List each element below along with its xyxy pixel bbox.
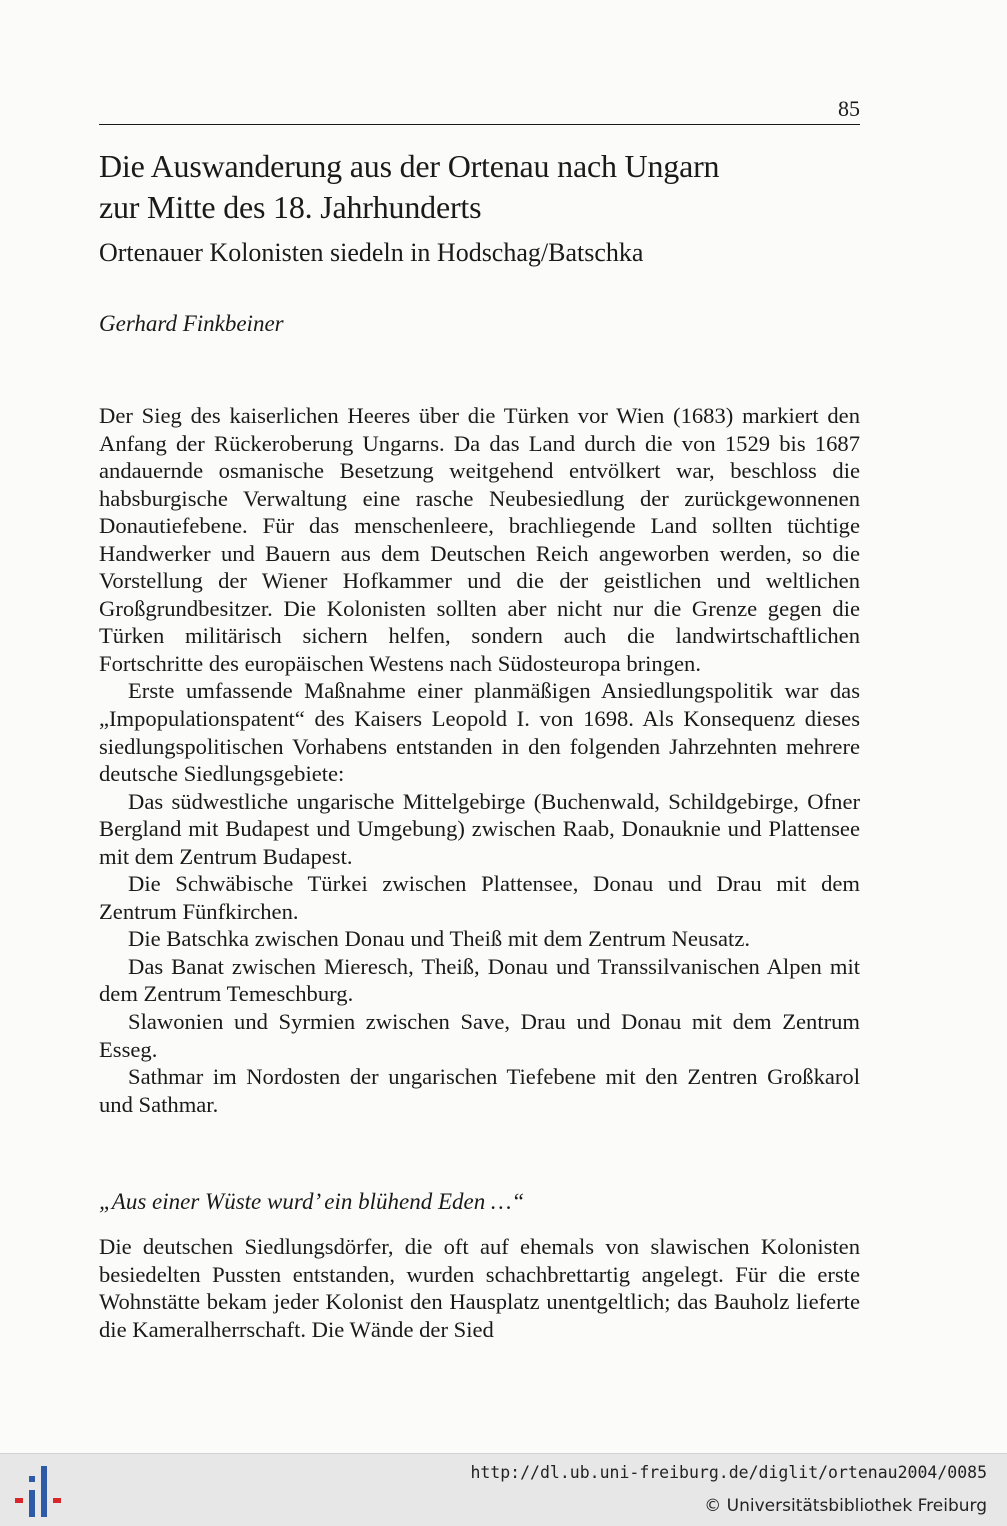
copyright-notice: © Universitätsbibliothek Freiburg	[704, 1496, 987, 1516]
article-body	[99, 402, 860, 1118]
paragraph: Die Batschka zwischen Donau und Theiß mit dem Zentrum Neusatz.	[128, 926, 751, 952]
paragraph: Erste umfassende Maßnahme einer planmäßigen Ansiedlungspolitik war das „Impopulationspatent“ des Kaisers Leopold I. von 1698. Als Konsequenz dieses siedlungspolitischen Vorhabens entstanden in den folgenden Jahrzehnten mehrere deutsche Siedlungsgebiete:	[99, 678, 860, 787]
title-line-2: zur Mitte des 18. Jahrhunderts	[99, 189, 482, 225]
section-body	[99, 1233, 860, 1343]
article-subtitle: Ortenauer Kolonisten siedeln in Hodschag/Batschka	[99, 238, 644, 267]
footer-bar	[0, 1453, 1007, 1526]
paragraph: Sathmar im Nordosten der ungarischen Tiefebene mit den Zentren Großkarol und Sathmar.	[99, 1064, 860, 1117]
paragraph: Slawonien und Syrmien zwischen Save, Drau und Donau mit dem Zentrum Esseg.	[99, 1009, 860, 1062]
page-number: 85	[838, 96, 860, 121]
paragraph: Die deutschen Siedlungsdörfer, die oft auf ehemals von slawischen Kolonisten besiedelten Pussten entstanden, wurden schachbrettartig angelegt. Für die erste Wohnstätte bekam jeder Kolonist den Hausplatz unentgeltlich; das Bauholz lieferte die Kameralherrschaft. Die Wände der Sied	[99, 1234, 860, 1342]
paragraph: Das südwestliche ungarische Mittelgebirge (Buchenwald, Schildgebirge, Ofner Bergland mit Budapest und Umgebung) zwischen Raab, Donauknie und Plattensee mit dem Zentrum Budapest.	[99, 788, 860, 869]
author-name: Gerhard Finkbeiner	[99, 311, 284, 336]
header-rule	[99, 124, 860, 125]
paragraph: Der Sieg des kaiserlichen Heeres über die Türken vor Wien (1683) markiert den Anfang der Rückeroberung Ungarns. Da das Land durch die von 1529 bis 1687 andauernde osmanische Besetzung weitgehend entvölkert war, beschloss die habsburgische Verwaltung eine rasche Neubesiedlung der zurückgewonnenen Donautiefebene. Für das menschenleere, brachliegende Land sollten tüchtige Handwerker und Bauern aus dem Deutschen Reich angeworben werden, so die Vorstellung der Wiener Hofkammer und die der geistlichen und weltlichen Großgrundbesitzer. Die Kolonisten sollten aber nicht nur die Grenze gegen die Türken militärisch sichern helfen, sondern auch die landwirtschaftlichen Fortschritte des europäischen Westens nach Südosteuropa bringen.	[99, 403, 860, 676]
paragraph: Das Banat zwischen Mieresch, Theiß, Donau und Transsilvanischen Alpen mit dem Zentrum Temeschburg.	[99, 953, 860, 1007]
section-heading: „Aus einer Wüste wurd’ ein blühend Eden …“	[99, 1189, 525, 1214]
title-line-1: Die Auswanderung aus der Ortenau nach Ungarn	[99, 148, 720, 184]
article-title	[99, 146, 879, 228]
document-url-link[interactable]: http://dl.ub.uni-freiburg.de/diglit/ortenau2004/0085	[470, 1463, 987, 1482]
library-logo-icon[interactable]	[12, 1464, 68, 1518]
paragraph: Die Schwäbische Türkei zwischen Plattensee, Donau und Drau mit dem Zentrum Fünfkirchen.	[99, 871, 860, 924]
